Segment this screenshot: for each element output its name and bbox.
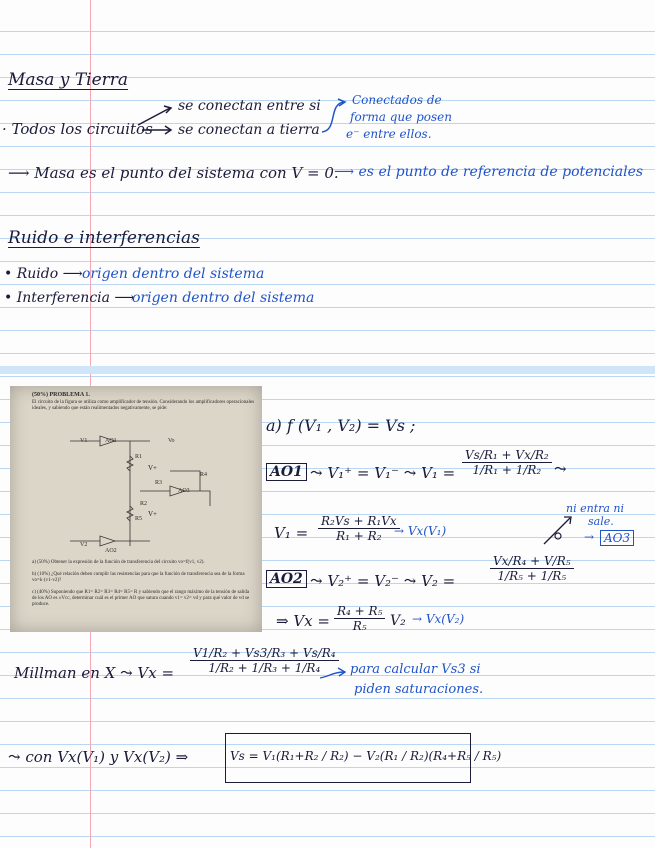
note-line-3: e⁻ entre ellos.: [346, 127, 432, 141]
photo-label-ao3: AO3: [178, 488, 190, 494]
v1-solution-denominator: R₁ + R₂: [336, 529, 382, 543]
photo-heading: (50%) PROBLEMA 1.: [32, 392, 90, 398]
ao3-arrow: →: [584, 530, 595, 544]
photo-label-r5: R5: [135, 516, 143, 522]
note-line-1: Conectados de: [352, 93, 442, 107]
interferencia-text: origen dentro del sistema: [132, 290, 315, 306]
v1-fraction: [462, 448, 552, 477]
millman-numerator: V1/R₂ + Vs3/R₃ + Vs/R₄: [190, 646, 339, 661]
millman-label: Millman en X ⤳ Vx =: [14, 664, 175, 682]
photo-question-b: b) (10%) ¿Qué relación deben cumplir las resistencias para que la función de transferencia sea de la forma vo=k·(v1-v2)?: [32, 572, 245, 583]
no-entra-note-1: ni entra ni: [566, 502, 625, 515]
photo-label-r2: R2: [140, 501, 148, 507]
section-title-masa-tierra: Masa y Tierra: [8, 70, 129, 90]
millman-note-2: piden saturaciones.: [354, 682, 484, 697]
branch-top-text: se conectan entre si: [178, 98, 321, 114]
v2-denominator: 1/R₅ + 1/R₅: [497, 569, 567, 583]
ruido-label: • Ruido ⟶: [4, 266, 83, 282]
millman-fraction: [190, 646, 339, 675]
ao2-equation: ⤳ V₂⁺ = V₂⁻ ⤳ V₂ =: [310, 572, 456, 590]
note-line-2: forma que posen: [350, 110, 452, 124]
photo-label-vplus-1: V+: [148, 464, 158, 472]
interferencia-label: • Interferencia ⟶: [4, 290, 135, 306]
photo-label-r4: R4: [200, 472, 208, 478]
section-divider: [0, 366, 655, 374]
vx-solution-fraction: [334, 604, 385, 633]
v2-numerator: Vx/R₄ + V/R₅: [490, 554, 574, 569]
todos-circuitos-text: · Todos los circuitos: [2, 120, 153, 138]
photo-label-ao1: AO1: [105, 438, 117, 444]
branch-bottom-text: se conectan a tierra: [178, 122, 320, 138]
masa-reference: ⟶ es el punto de referencia de potenciales: [334, 164, 644, 180]
ao1-label: AO1: [266, 463, 307, 481]
photo-question-a: a) (50%) Obtener la expresión de la función de transferencia del circuito vo=f(v1, v2).: [32, 560, 205, 565]
v1-numerator: Vs/R₁ + Vx/R₂: [462, 448, 552, 463]
millman-denominator: 1/R₂ + 1/R₃ + 1/R₄: [208, 661, 321, 675]
vx-solution-label: ⇒ Vx =: [276, 612, 330, 630]
vx-solution-arrow: → Vx(V₂): [412, 612, 465, 626]
vx-solution-denominator: R₅: [352, 619, 367, 633]
note-arrow: [318, 96, 348, 136]
photo-label-ao2: AO2: [105, 548, 117, 554]
ao3-label: AO3: [600, 530, 634, 546]
photo-label-r1: R1: [135, 454, 143, 460]
final-lead: ⤳ con Vx(V₁) y Vx(V₂) ⇒: [8, 748, 189, 766]
vx-solution-tail: V₂: [390, 613, 406, 629]
ao1-next-arrow: ⤳: [554, 460, 567, 478]
circuit-diagram: [70, 426, 220, 556]
ao2-label: AO2: [266, 570, 307, 588]
photo-label-v2: V2: [80, 542, 88, 548]
ruido-text: origen dentro del sistema: [82, 266, 265, 282]
final-result: Vs = V₁(R₁+R₂ / R₂) − V₂(R₁ / R₂)(R₄+R₅ / R₅): [230, 749, 502, 763]
v1-solution-arrow: → Vx(V₁): [394, 524, 447, 538]
branch-arrows: [136, 100, 176, 136]
photo-label-vplus-2: V+: [148, 510, 158, 518]
photo-label-r3: R3: [155, 480, 163, 486]
v1-solution-fraction: [318, 514, 400, 543]
photo-question-c: c) (40%) Suponiendo que R1= R2= R3= R4= R5= R y sabiendo que el rango máximo de la tensión de salida de los AO es ±Vcc, determinar cuál es el primer AO que satura cuando v1= v2= vd y para qué valor de vd se produce.: [32, 590, 250, 607]
v2-fraction: [490, 554, 574, 583]
photo-label-v1: V1: [80, 438, 88, 444]
part-a-heading: a) f (V₁ , V₂) = Vs ;: [266, 416, 416, 435]
vx-solution-numerator: R₄ + R₅: [334, 604, 385, 619]
masa-definition: ⟶ Masa es el punto del sistema con V = 0.: [8, 164, 339, 182]
node-arrow: [540, 512, 580, 548]
millman-note-1: para calcular Vs3 si: [350, 662, 481, 677]
problem-photo: [10, 386, 262, 632]
millman-note-arrow: [318, 662, 348, 684]
ao1-equation: ⤳ V₁⁺ = V₁⁻ ⤳ V₁ =: [310, 464, 456, 482]
v1-solution-numerator: R₂Vs + R₁Vx: [318, 514, 400, 529]
v1-solution-label: V₁ =: [274, 524, 309, 542]
no-entra-note-2: sale.: [588, 515, 614, 528]
v1-denominator: 1/R₁ + 1/R₂: [472, 463, 542, 477]
photo-intro: El circuito de la figura se utiliza como amplificador de tensión. Considerando los amplificadores operacionales ideales, y sabiendo que están realimentados negativamente, se pide:: [32, 400, 255, 411]
section-title-ruido: Ruido e interferencias: [8, 228, 200, 248]
photo-label-vo: Vo: [168, 438, 175, 444]
